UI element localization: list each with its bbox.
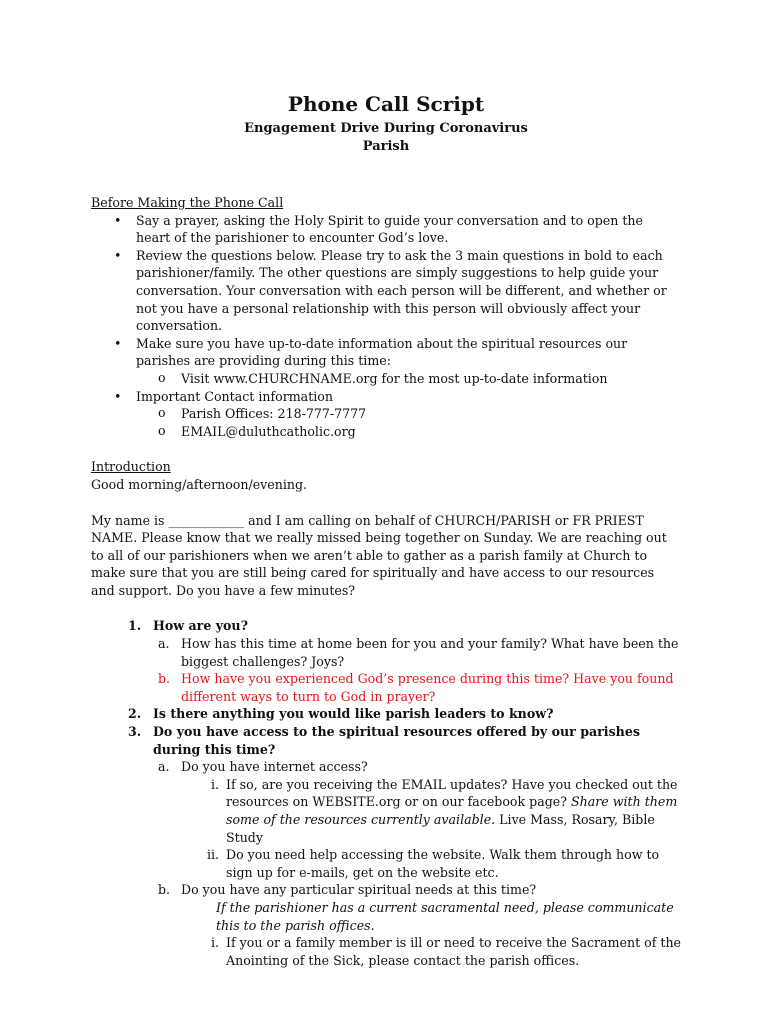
list-item bbox=[136, 423, 681, 441]
sub-question-text: Do you have internet access? bbox=[181, 759, 368, 775]
question-text: Do you have access to the spiritual resources offered by our parishes during this time? bbox=[153, 724, 640, 757]
before-call-heading: Before Making the Phone Call bbox=[91, 195, 284, 210]
question-text: How are you? bbox=[153, 618, 248, 634]
sub-question-list bbox=[153, 635, 681, 705]
roman-item bbox=[199, 934, 681, 969]
list-item bbox=[91, 388, 681, 441]
list-item bbox=[136, 405, 681, 423]
subtitle-parish: Parish bbox=[362, 139, 410, 154]
question-item bbox=[128, 705, 681, 723]
sub-bullet-text: Visit www.CHURCHNAME.org for the most up-to-date information bbox=[181, 370, 608, 386]
sub-question-letter: a. bbox=[158, 759, 170, 775]
sub-question-item bbox=[153, 881, 681, 969]
page-title: Phone Call Script bbox=[287, 92, 485, 116]
list-item bbox=[91, 247, 681, 335]
sub-question-item-highlighted bbox=[153, 670, 681, 705]
question-number: 3. bbox=[128, 724, 142, 740]
sub-question-letter: b. bbox=[158, 671, 171, 687]
roman-item bbox=[199, 846, 681, 881]
list-item bbox=[91, 335, 681, 388]
sub-question-item bbox=[153, 758, 681, 881]
roman-item bbox=[199, 776, 681, 846]
list-item bbox=[136, 370, 681, 388]
roman-numeral: i. bbox=[210, 935, 219, 951]
bullet-text: Say a prayer, asking the Holy Spirit to guide your conversation and to open the heart of the parishioner to encounter God’s love. bbox=[136, 212, 643, 246]
sub-question-letter: b. bbox=[158, 882, 171, 898]
roman-list bbox=[199, 776, 681, 882]
sub-question-text: How have you experienced God’s presence during this time? Have you found different ways to turn to God in prayer? bbox=[181, 671, 674, 704]
list-item bbox=[91, 212, 681, 247]
sub-bullet-text: EMAIL@duluthcatholic.org bbox=[181, 423, 356, 439]
question-list bbox=[128, 617, 681, 969]
roman-list bbox=[199, 934, 681, 969]
bullet-text: Make sure you have up-to-date information about the spiritual resources our parishes are providing during this time: bbox=[136, 335, 628, 369]
bullet-text: Important Contact information bbox=[136, 388, 333, 404]
introduction-heading: Introduction bbox=[91, 459, 171, 475]
before-call-list bbox=[91, 212, 681, 441]
roman-numeral: ii. bbox=[206, 847, 219, 863]
question-item bbox=[128, 723, 681, 969]
sub-question-text: Do you have any particular spiritual needs at this time? bbox=[181, 882, 537, 898]
introduction-paragraph: My name is ____________ and I am calling on behalf of CHURCH/PARISH or FR PRIEST NAME. Please know that we really missed being together on Sunday. We are reaching out to all of our parishioners when we aren’t able to gather as a parish family at Church to make sure that you are still being cared for spiritually and have access to our resources and support. Do you have a few minutes? bbox=[91, 512, 667, 598]
roman-text-tail: Live Mass, Rosary, Bible Study bbox=[226, 812, 655, 845]
sub-question-item bbox=[153, 635, 681, 670]
question-number: 2. bbox=[128, 706, 142, 722]
sub-list bbox=[136, 370, 681, 388]
roman-text: Do you need help accessing the website. Walk them through how to sign up for e-mails, get on the website etc. bbox=[226, 847, 660, 880]
roman-text: If you or a family member is ill or need to receive the Sacrament of the Anointing of the Sick, please contact the parish offices. bbox=[226, 935, 682, 968]
roman-text: If so, are you receiving the EMAIL updates? Have you checked out the resources on WEBSITE.org or on our facebook page? bbox=[226, 776, 678, 810]
question-number: 1. bbox=[128, 618, 142, 634]
question-text: Is there anything you would like parish leaders to know? bbox=[153, 706, 554, 722]
sub-bullet-text: Parish Offices: 218-777-7777 bbox=[181, 406, 367, 422]
greeting-text: Good morning/afternoon/evening. bbox=[91, 476, 308, 492]
sub-question-letter: a. bbox=[158, 636, 170, 652]
sub-list bbox=[136, 405, 681, 440]
roman-numeral: i. bbox=[210, 776, 219, 792]
document-body bbox=[91, 92, 681, 969]
sub-question-list bbox=[153, 758, 681, 969]
italic-note: If the parishioner has a current sacramental need, please communicate this to the parish offices. bbox=[216, 899, 674, 933]
subtitle-engagement: Engagement Drive During Coronavirus bbox=[244, 121, 528, 136]
bullet-text: Review the questions below. Please try to ask the 3 main questions in bold to each parishioner/family. The other questions are simply suggestions to help guide your conversation. Your conversation with each person will be different, and whether or not you have a personal relationship with this person will obviously affect your conversation. bbox=[136, 247, 667, 334]
roman-text-italic: Share with them some of the resources currently available. bbox=[226, 794, 678, 827]
question-item bbox=[128, 617, 681, 705]
sub-question-text: How has this time at home been for you and your family? What have been the biggest challenges? Joys? bbox=[181, 636, 679, 669]
